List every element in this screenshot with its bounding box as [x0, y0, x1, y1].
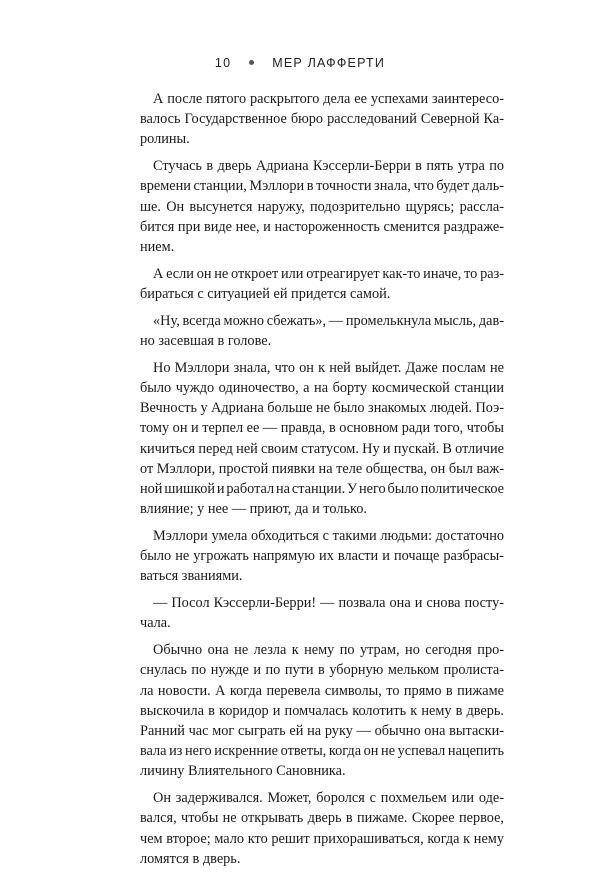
text-line: А после пятого раскрытого дела ее успехами заинтересо-: [153, 91, 504, 107]
text-line: Он задерживался. Может, боролся с похмельем или оде-: [153, 790, 504, 807]
text-line: «Ну, всегда можно сбежать», — промелькнула мысль, дав-: [153, 312, 504, 329]
paragraph: [140, 358, 504, 520]
text-line: выскочила в коридор и помчалась колотить к нему в дверь.: [140, 702, 504, 719]
text-line: было не угрожать напрямую их власти и почаще разбрасы-: [140, 548, 504, 565]
text-line: было чуждо одиночество, а на борту космической станции: [140, 380, 504, 397]
text-line: Но Мэллори знала, что он к ней выйдет. Даже послам не: [153, 359, 504, 376]
text-line: вался, чтобы не открывать дверь в пижаме. Скорее первое,: [140, 810, 504, 827]
paragraph: [140, 788, 504, 869]
author-name: МЕР ЛАФФЕРТИ: [272, 56, 386, 70]
text-line: валось Государственное бюро расследований Северной Ка-: [140, 111, 504, 128]
text-line: чем второе; мало кто решит прихорашиваться, когда к нему: [140, 830, 504, 847]
text-line: но засевшая в голове.: [140, 333, 272, 350]
text-line: чала.: [140, 615, 171, 632]
text-line: — Посол Кэссерли-Берри! — позвала она и снова посту-: [153, 595, 504, 612]
text-line: тому он и терпел ее — правда, в основном ради того, чтобы: [140, 420, 504, 437]
text-line: времени станции, Мэллори в точности знала, что будет даль-: [140, 178, 504, 195]
text-line: влияние; у нее — приют, да и только.: [140, 501, 367, 518]
text-line: ломятся в дверь.: [140, 850, 241, 867]
text-line: Вечность у Адриана больше не было знакомых людей. Поэ-: [140, 400, 504, 417]
text-line: Стучась в дверь Адриана Кэссерли-Берри в пять утра по: [153, 158, 504, 175]
text-line: Обычно она не лезла к нему по утрам, но сегодня про-: [153, 642, 504, 659]
paragraph: [140, 156, 504, 257]
text-line: кичиться перед ней своим статусом. Ну и пускай. В отличие: [140, 440, 504, 457]
text-line: ваться званиями.: [140, 568, 243, 585]
text-line: Ранний час мог сыграть ей на руку — обычно она вытаски-: [140, 723, 504, 740]
text-line: А если он не откроет или отреагирует как-то иначе, то раз-: [153, 265, 504, 282]
paragraph: [140, 593, 504, 633]
text-line: ролины.: [140, 131, 190, 148]
text-line: снулась по нужде и по пути в уборную мельком пролиста-: [140, 662, 504, 679]
separator-dot-icon: [249, 60, 254, 65]
page-number: 10: [214, 56, 232, 70]
body-text: [140, 89, 504, 876]
text-line: вала из него искренние ответы, когда он не успевал нацепить: [140, 743, 504, 760]
text-line: личину Влиятельного Сановника.: [140, 763, 346, 780]
text-line: ной шишкой и работал на станции. У него было политическое: [140, 481, 504, 498]
paragraph: [140, 640, 504, 781]
paragraph: [140, 89, 504, 150]
text-line: ше. Он высунется наружу, подозрительно щурясь; расслa-: [140, 198, 504, 215]
text-line: ла новости. А когда перевела символы, то прямо в пижаме: [140, 682, 504, 699]
paragraph: [140, 526, 504, 587]
paragraph: [140, 264, 504, 304]
running-head: [0, 56, 600, 70]
paragraph: [140, 311, 504, 351]
text-line: от Мэллори, простой пиявки на теле общества, он был важ-: [140, 460, 504, 477]
text-line: нием.: [140, 239, 175, 256]
text-line: Мэллори умела обходиться с такими людьми: достаточно: [153, 528, 504, 545]
text-line: бится при виде нее, и настороженность сменится раздраже-: [140, 218, 504, 235]
text-line: бираться с ситуацией ей придется самой.: [140, 286, 391, 303]
